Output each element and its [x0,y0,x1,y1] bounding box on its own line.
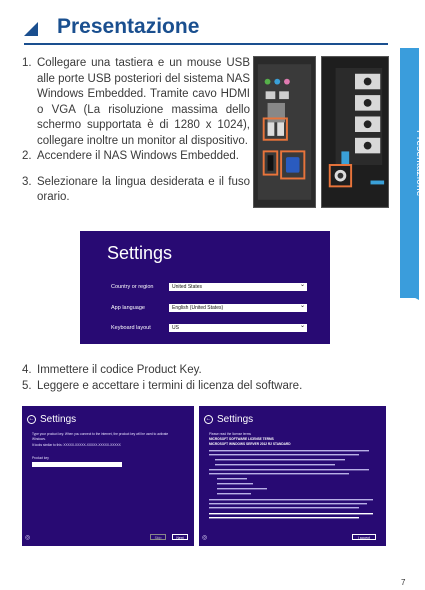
step-text: Immettere il codice Product Key. [37,364,202,376]
app-language-select[interactable]: English (United States) ⌄ [169,304,307,312]
side-tab-label: Presentazione [414,130,425,197]
accessibility-icon[interactable]: ◎ [25,535,31,541]
product-key-field-label: Product key [32,456,49,460]
back-arrow-icon[interactable]: ← [28,416,35,422]
front-panel-photo [321,56,389,208]
skip-button[interactable]: Skip [150,534,166,540]
license-title: Settings [217,414,254,425]
step-number: 1. [22,57,32,69]
header-triangle-icon [24,22,38,36]
step-text: Selezionare la lingua desiderata e il fuso orario. [37,175,250,203]
step-number: 3. [22,175,32,188]
step-number: 2. [22,150,32,162]
step-5 [22,378,302,394]
settings-screenshot [80,231,330,344]
license-screenshot [199,406,386,546]
page-title: Presentazione [57,15,200,38]
step-text: Leggere e accettare i termini di licenza del software. [37,380,303,392]
rear-ports-photo [253,56,316,208]
step-text: Collegare una tastiera e un mouse USB alle porte USB posteriori del sistema NAS Windows Embedded. Tramite cavo HDMI o VGA (La risoluzione massima dello schermo supportata è di 1280 x 1024), collegare inoltre un monitor al dispositivo. [37,57,250,147]
steps-list [22,56,250,206]
license-line2: MICROSOFT SOFTWARE LICENSE TERMS [209,437,274,441]
keyboard-select[interactable]: US ⌄ [169,324,307,332]
next-button[interactable]: Next [172,534,188,540]
country-select[interactable]: United States ⌄ [169,283,307,291]
license-line3: MICROSOFT WINDOWS SERVER 2012 R2 STANDARD [209,442,291,446]
accessibility-icon[interactable]: ◎ [202,535,208,541]
step-4 [22,362,302,378]
side-tab-notch [400,290,419,300]
app-language-label: App language [111,305,145,311]
steps-list-lower [22,362,302,394]
step-2 [22,149,250,165]
title-divider [24,43,388,45]
product-key-title: Settings [40,414,77,425]
page-number: 7 [401,578,406,587]
step-1 [22,56,250,149]
step-text: Accendere il NAS Windows Embedded. [37,150,239,162]
product-key-input[interactable] [32,462,122,467]
product-key-screenshot [22,406,194,546]
license-line1: Please read the license terms [209,432,251,436]
step-3 [22,175,250,206]
step-number: 5. [22,380,32,392]
country-label: Country or region [111,284,154,290]
step-number: 4. [22,364,32,376]
back-arrow-icon[interactable]: ← [205,416,212,422]
keyboard-label: Keyboard layout [111,325,151,331]
license-body-text [209,450,377,532]
accept-button[interactable]: I accept [352,534,376,540]
settings-title: Settings [107,243,173,263]
product-key-line1: Type your product key. When you connect to the internet, the product key will be used to activate Windows. [32,432,169,441]
product-key-line2: It looks similar to this: XXXXX-XXXXX-XXXXX-XXXXX-XXXXX [32,443,121,447]
